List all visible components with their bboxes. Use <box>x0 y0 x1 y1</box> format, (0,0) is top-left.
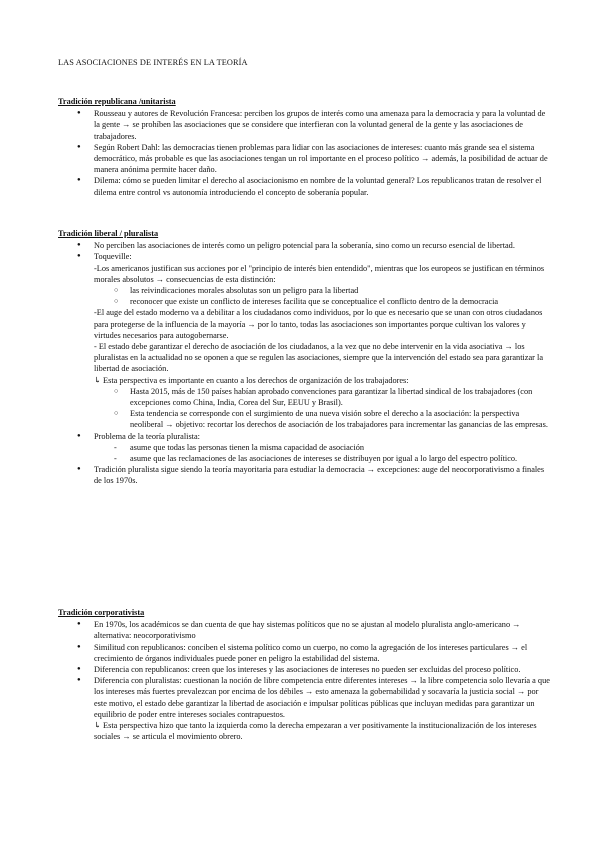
paragraph: ↳ Esta perspectiva es importante en cuanto a los derechos de organización de los trabajadores: <box>94 375 409 385</box>
bullet-list <box>58 619 553 720</box>
list-item: ● Tradición pluralista sigue siendo la teoría mayoritaria para estudiar la democracia → excepciones: auge del neocorporativismo a finales de los 1970s. <box>58 464 553 486</box>
sub-list <box>58 386 553 431</box>
sub-list-item: ○ las reivindicaciones morales absolutas son un peligro para la libertad <box>58 285 553 296</box>
bullet-list <box>58 431 553 442</box>
section-liberal <box>58 228 553 487</box>
paragraph: -Los americanos justifican sus acciones por el "principio de interés bien entendido", mientras que los europeos se justifican en términos morales absolutos → consecuencias de esta distinción: <box>94 263 545 284</box>
list-item: ● Similitud con republicanos: conciben el sistema político como un cuerpo, no como la agregación de los intereses particulares → el crecimiento de órganos individuales puede poner en peligro la estabilidad del sistema. <box>58 642 553 664</box>
section-heading: Tradición republicana /unitarista <box>58 97 176 106</box>
list-item: ● Rousseau y autores de Revolución Francesa: perciben los grupos de interés como una amenaza para la democracia y para la voluntad de la gente → se prohíben las asociaciones que se considere que interfieran con la voluntad general de la gente y las asociaciones de trabajadores. <box>58 108 553 142</box>
sub-list <box>58 285 553 307</box>
document-title: LAS ASOCIACIONES DE INTERÉS EN LA TEORÍA <box>58 58 248 67</box>
list-item: ● No perciben las asociaciones de interés como un peligro potencial para la soberanía, sino como un recurso esencial de libertad. <box>58 240 553 251</box>
section-heading: Tradición liberal / pluralista <box>58 229 159 238</box>
sub-list-item: ○ Hasta 2015, más de 150 países habían aprobado convenciones para garantizar la libertad sindical de los trabajadores (con excepciones como China, India, Corea del Sur, EEUU y Brasil). <box>58 386 553 408</box>
dash-list-item: - asume que todas las personas tienen la misma capacidad de asociación <box>58 442 553 453</box>
paragraph: ↳ Esta perspectiva hizo que tanto la izquierda como la derecha empezaran a ver positivamente la institucionalización de los intereses sociales → se articula el movimiento obrero. <box>94 721 537 742</box>
dash-list-item: - asume que las reclamaciones de las asociaciones de intereses se distribuyen por igual a lo largo del espectro político. <box>58 453 553 464</box>
list-item: ● Diferencia con pluralistas: cuestionan la noción de libre competencia entre diferentes intereses → la libre competencia solo llevaría a que los intereses más fuertes prevalezcan por encima de los débiles → esto amenaza la gobernabilidad y socavaría la justicia social → por este motivo, el estado debe garantizar la libertad de asociación e impulsar políticas públicas que incluyan medidas para garantizar un equilibrio de poder entre intereses sociales contrapuestos. <box>58 675 553 720</box>
bullet-list <box>58 108 553 198</box>
list-item: ● Toqueville: <box>58 251 553 262</box>
dash-list <box>58 442 553 464</box>
list-item: ● Según Robert Dahl: las democracias tienen problemas para lidiar con las asociaciones de intereses: cuanto más grande sea el sistema democrático, más probable es que las asociaciones tengan un rol importante en el proceso político → además, la posibilidad de actuar de manera anónima permite hacer daño. <box>58 142 553 176</box>
section-republicana <box>58 96 553 198</box>
list-item: ● Diferencia con republicanos: creen que los intereses y las asociaciones de intereses no pueden ser excluidas del proceso político. <box>58 664 553 675</box>
paragraph: - El estado debe garantizar el derecho de asociación de los ciudadanos, a la vez que no debe intervenir en la vida asociativa → los pluralistas en la actualidad no se oponen a que se regulen las asociaciones, siempre que la intervención del estado sea para garantizar la libertad de asociación. <box>94 342 544 374</box>
list-item: ● Problema de la teoría pluralista: <box>58 431 553 442</box>
list-item: ● En 1970s, los académicos se dan cuenta de que hay sistemas políticos que no se ajustan al modelo pluralista anglo-americano → alternativa: neocorporativismo <box>58 619 553 641</box>
section-corporativista <box>58 607 553 742</box>
sub-list-item: ○ reconocer que existe un conflicto de intereses facilita que se conceptualice el conflicto dentro de la democracia <box>58 296 553 307</box>
sub-list-item: ○ Esta tendencia se corresponde con el surgimiento de una nueva visión sobre el derecho a la asociación: la perspectiva neoliberal → objetivo: recortar los derechos de asociación de los trabajadores para incrementar las ganancias de las empresas. <box>58 408 553 430</box>
bullet-list <box>58 240 553 262</box>
paragraph: -El auge del estado moderno va a debilitar a los ciudadanos como individuos, por lo que es necesario que se unan con otros ciudadanos para protegerse de la influencia de la mayoría → por lo tanto, todas las asociaciones son importantes porque cultivan los valores y virtudes necesarios para autogobernarse. <box>94 308 543 340</box>
section-heading: Tradición corporativista <box>58 608 145 617</box>
bullet-list <box>58 464 553 486</box>
list-item: ● Dilema: cómo se pueden limitar el derecho al asociacionismo en nombre de la voluntad general? Los republicanos tratan de resolver el dilema entre control vs autonomía introduciendo el concepto de soberanía popular. <box>58 175 553 197</box>
